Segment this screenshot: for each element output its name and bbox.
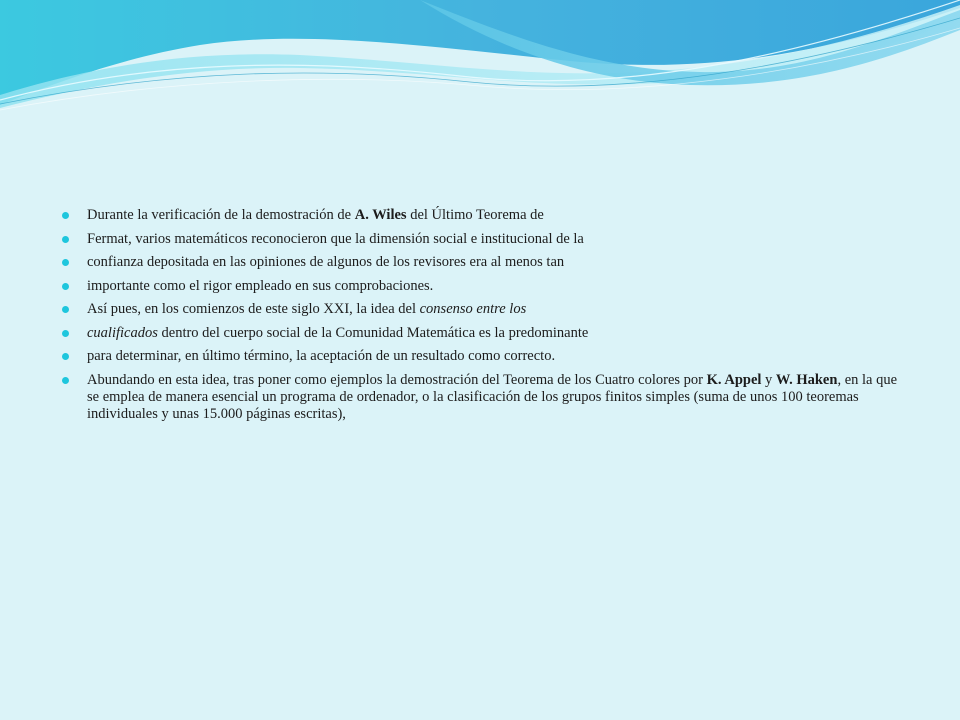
bullet-dot-icon xyxy=(62,377,69,384)
header-wave-decoration xyxy=(0,0,960,120)
bullet-dot-icon xyxy=(62,259,69,266)
bullet-item xyxy=(62,278,912,295)
italic-text: consenso entre los xyxy=(419,301,527,317)
bullet-text: para determinar, en último término, la aceptación de un resultado como correcto. xyxy=(87,348,556,364)
italic-text: cualificados xyxy=(87,324,158,341)
bullet-text: Abundando en esta idea, tras poner como ejemplos la demostración del Teorema de los Cuatro colores por xyxy=(87,371,707,388)
bullet-text: y xyxy=(761,371,776,388)
bullet-item xyxy=(62,301,912,318)
bullet-item xyxy=(62,348,912,365)
bold-text: A. Wiles xyxy=(354,207,407,223)
bullet-item xyxy=(62,231,912,248)
bullet-text: , en la que se emplea de manera esencial un programa de ordenador, o la clasificación de los grupos finitos simples (suma de unos 100 teoremas individuales y unas 15.000 páginas escritas), xyxy=(87,371,898,422)
bullet-dot-icon xyxy=(62,306,69,313)
bullet-text: confianza depositada en las opiniones de algunos de los revisores era al menos tan xyxy=(87,254,565,270)
bullet-dot-icon xyxy=(62,330,69,337)
bullet-text: del Último Teorema de xyxy=(406,207,544,223)
bullet-text: Así pues, en los comienzos de este siglo XXI, la idea del xyxy=(87,301,420,317)
bullet-item xyxy=(62,325,912,342)
bullet-text: Fermat, varios matemáticos reconocieron que la dimensión social e institucional de la xyxy=(87,230,584,247)
bullet-text: importante como el rigor empleado en sus comprobaciones. xyxy=(87,277,434,294)
bullet-text: Durante la verificación de la demostración de xyxy=(87,207,355,223)
bullet-text: dentro del cuerpo social de la Comunidad Matemática es la predominante xyxy=(157,324,589,341)
bullet-dot-icon xyxy=(62,236,69,243)
bullet-item xyxy=(62,372,912,423)
bullet-dot-icon xyxy=(62,283,69,290)
bold-text: K. Appel xyxy=(706,371,762,388)
bullet-item xyxy=(62,207,912,224)
bullet-list xyxy=(62,207,912,429)
bullet-dot-icon xyxy=(62,353,69,360)
bold-text: W. Haken xyxy=(775,371,838,388)
bullet-item xyxy=(62,254,912,271)
bullet-dot-icon xyxy=(62,212,69,219)
